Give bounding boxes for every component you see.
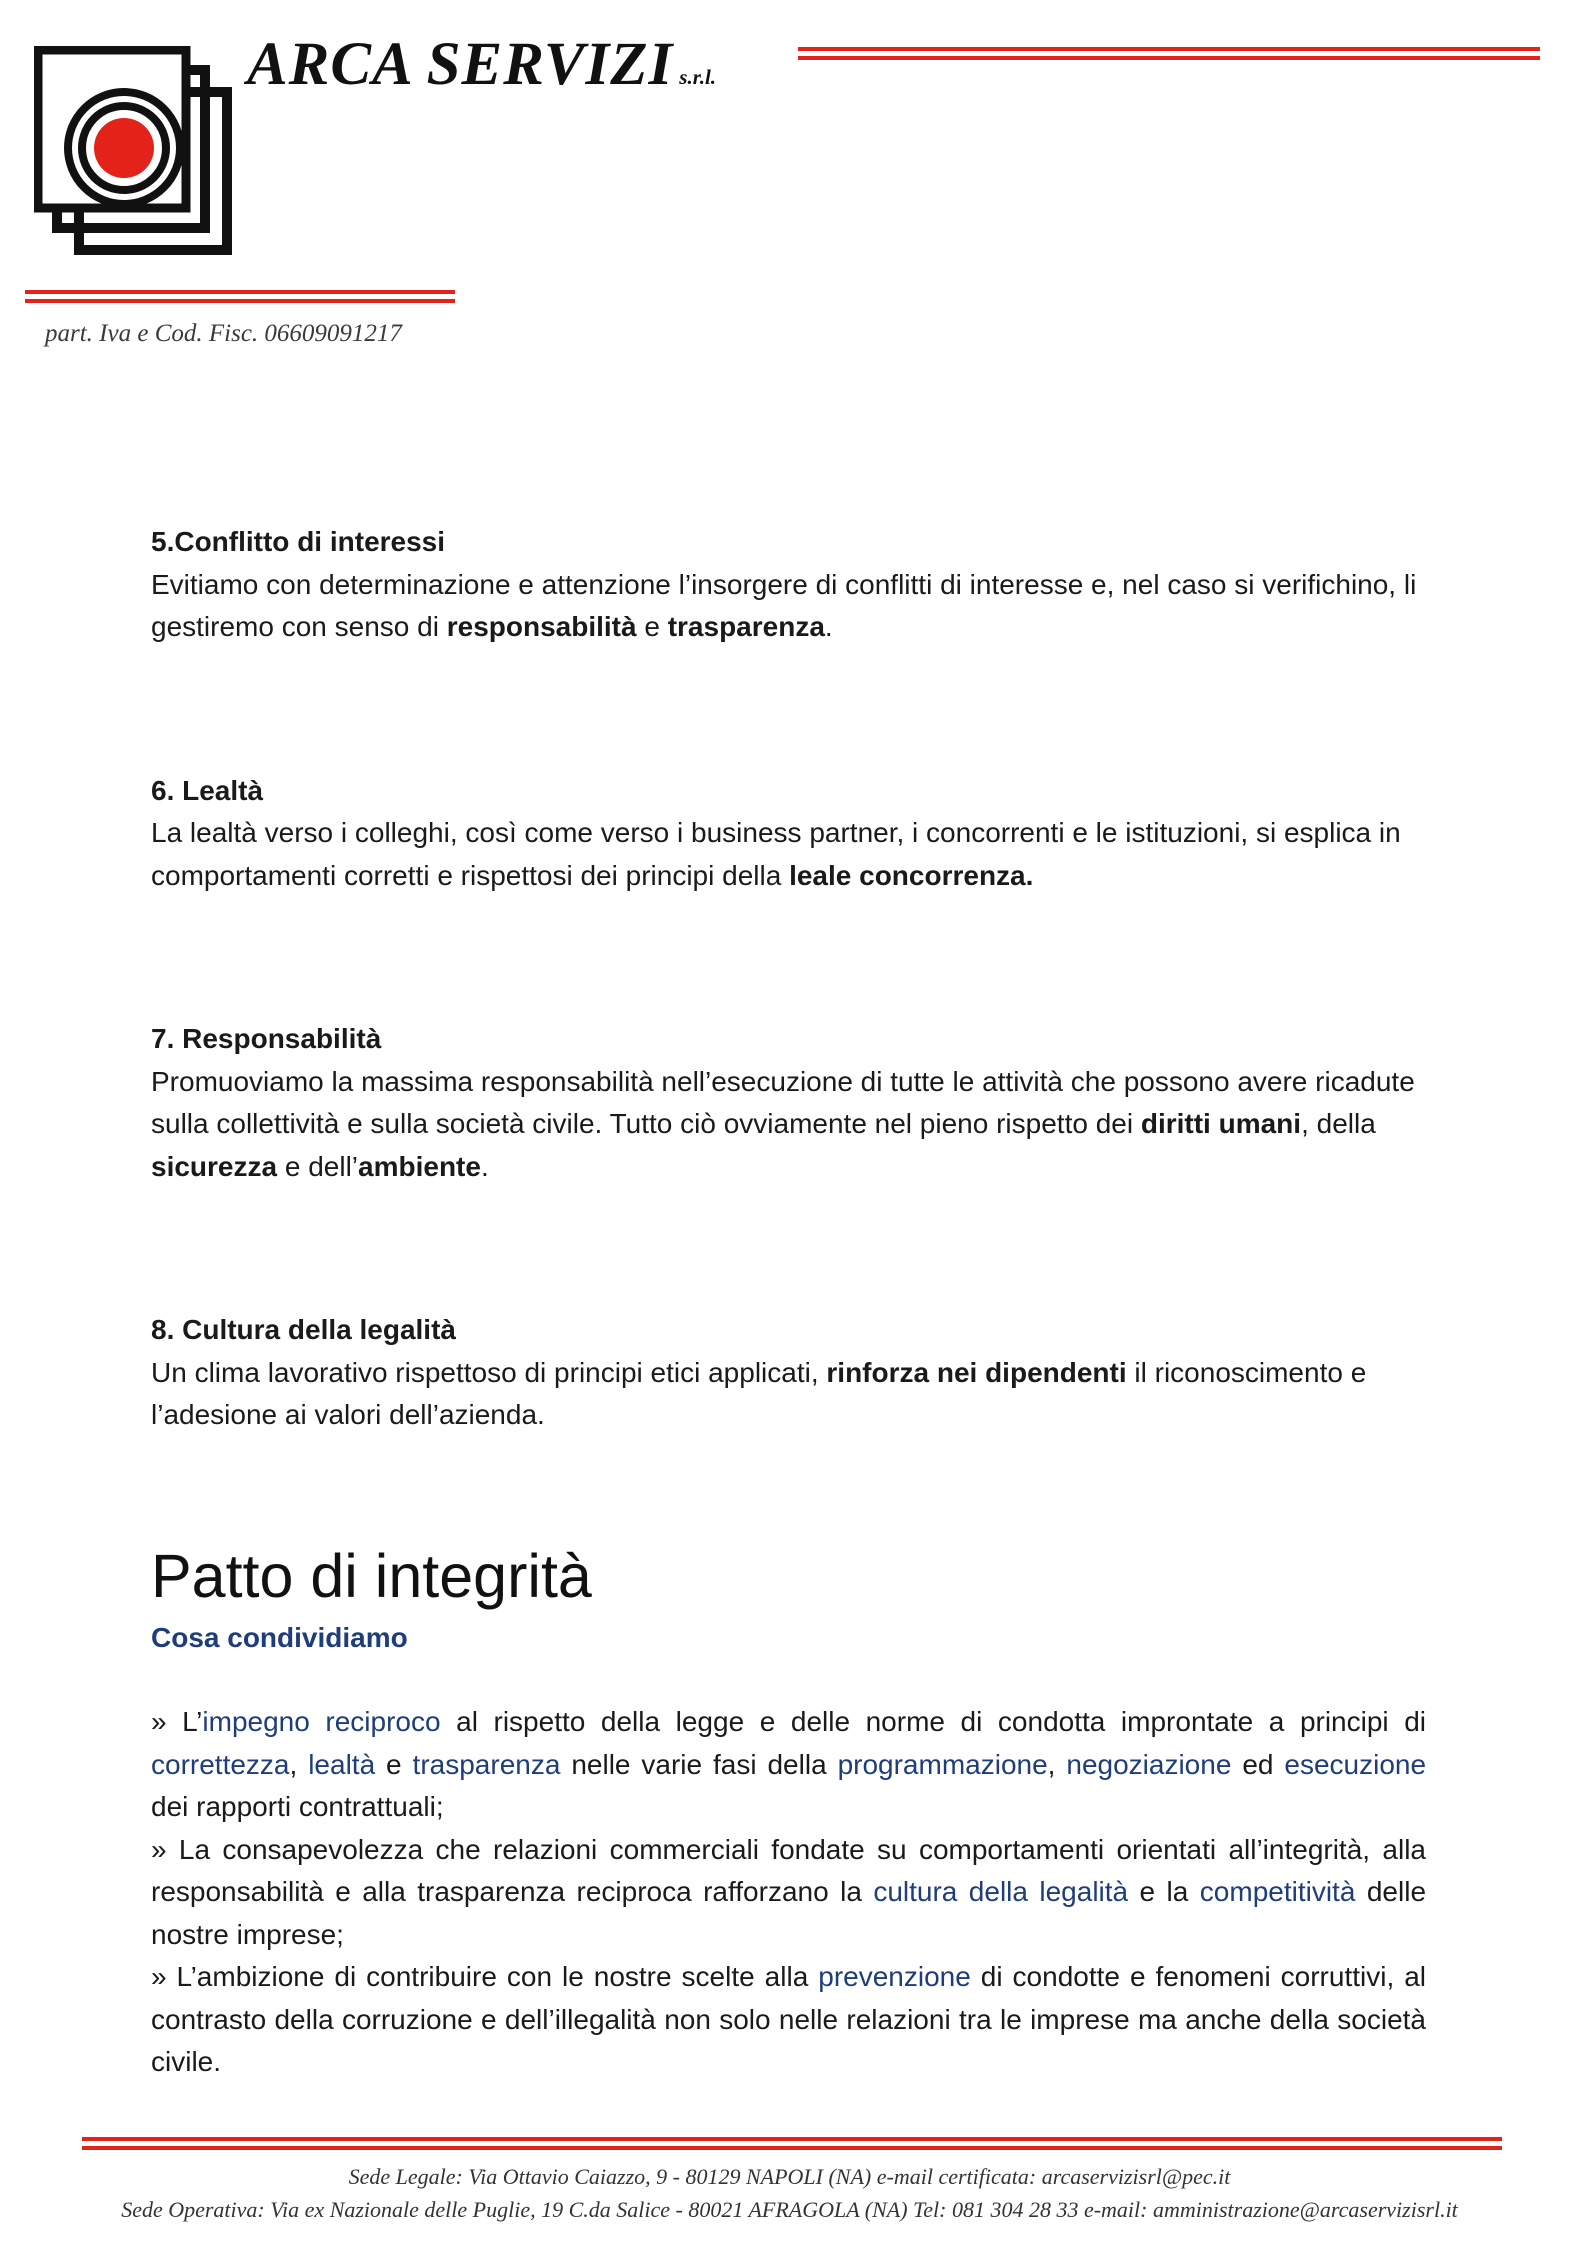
text-run: e [375, 1748, 413, 1780]
header-top-divider [798, 47, 1540, 61]
section-body [151, 1352, 1426, 1437]
text-run: al rispetto della legge e delle norme di condotta improntate a principi di [440, 1706, 1427, 1737]
section-title: 5.Conflitto di interessi [151, 526, 446, 557]
bold-term: responsabilità [446, 611, 637, 642]
value-section [151, 1018, 1426, 1188]
patto-bullets [151, 1701, 1426, 2084]
section-body [151, 564, 1426, 649]
document-body [151, 521, 1426, 2084]
header-bottom-divider [25, 290, 455, 304]
text-run: . [480, 1150, 489, 1182]
text-run: Un clima lavorativo rispettoso di principi etici applicati, [151, 1356, 827, 1388]
text-run: di condotte e fenomeni corruttivi, al contrasto della corruzione e dell’illegalità non solo nelle relazioni tra le imprese ma anche della società civile. [151, 1961, 1426, 2077]
vat-number: part. Iva e Cod. Fisc. 06609091217 [45, 320, 402, 347]
company-name: ARCA SERVIZI s.r.l. [247, 31, 717, 98]
text-run: , [289, 1748, 309, 1780]
text-run: Promuoviamo la massima responsabilità nell’esecuzione di tutte le attività che possono avere ricadute sulla collettività e sulla società civile. Tutto ciò ovviamente nel pieno rispetto dei [151, 1065, 1415, 1139]
section-body [151, 1061, 1426, 1189]
text-run: , [1047, 1748, 1067, 1780]
highlighted-term: prevenzione [818, 1961, 971, 1992]
patto-bullet [151, 1829, 1426, 1957]
text-run: ed [1231, 1748, 1285, 1780]
text-run: » La consapevolezza che relazioni commerciali fondate su comportamenti orientati all’integrità, alla responsabilità e alla trasparenza reciproca rafforzano la [151, 1833, 1426, 1907]
value-section [151, 770, 1426, 898]
section-title: 8. Cultura della legalità [151, 1314, 456, 1345]
highlighted-term: trasparenza [412, 1748, 561, 1780]
section-body [151, 812, 1426, 897]
highlighted-term: programmazione [837, 1748, 1048, 1780]
patto-bullet [151, 1701, 1426, 1829]
highlighted-term: cultura della legalità [873, 1876, 1129, 1907]
section-title: 7. Responsabilità [151, 1023, 382, 1054]
value-section [151, 1309, 1426, 1437]
highlighted-term: correttezza [151, 1748, 290, 1780]
section-title: 6. Lealtà [151, 774, 264, 806]
bold-term: trasparenza [667, 611, 825, 642]
footer-divider [82, 2137, 1502, 2151]
text-run: e [636, 611, 668, 642]
text-run: » L’ambizione di contribuire con le nostre scelte alla [151, 1961, 819, 1992]
text-run: nelle varie fasi della [560, 1748, 838, 1780]
bold-term: leale concorrenza. [789, 859, 1034, 891]
text-run: e dell’ [277, 1150, 359, 1182]
highlighted-term: negoziazione [1066, 1748, 1232, 1780]
text-run: dei rapporti contrattuali; [151, 1791, 444, 1822]
bold-term: diritti umani [1140, 1108, 1302, 1139]
footer-legal-address: Sede Legale: Via Ottavio Caiazzo, 9 - 80129 NAPOLI (NA) e-mail certificata: arcaservizisrl@pec.it [348, 2164, 1231, 2189]
text-run: » L’ [151, 1706, 203, 1737]
text-run: , della [1301, 1108, 1376, 1139]
bold-term: ambiente [358, 1150, 481, 1182]
text-run: La lealtà verso i colleghi, così come verso i business partner, i concorrenti e le istituzioni, si esplica in comportamenti corretti e rispettosi dei principi della [151, 817, 1401, 891]
patto-bullet [151, 1956, 1426, 2084]
bold-term: rinforza nei dipendenti [826, 1356, 1127, 1388]
highlighted-term: competitività [1199, 1876, 1356, 1907]
text-run: delle nostre imprese; [151, 1876, 1427, 1950]
footer-operative-address: Sede Operativa: Via ex Nazionale delle Puglie, 19 C.da Salice - 80021 AFRAGOLA (NA) Tel: 081 304 28 33 e-mail: amministrazione@arcaservizisrl.it [121, 2197, 1458, 2222]
values-sections [151, 521, 1426, 1437]
text-run: e la [1128, 1876, 1200, 1907]
patto-subtitle: Cosa condividiamo [151, 1621, 408, 1653]
logo-icon [34, 46, 234, 256]
company-suffix: s.r.l. [679, 65, 717, 89]
highlighted-term: esecuzione [1284, 1748, 1427, 1780]
bold-term: sicurezza [151, 1150, 278, 1182]
patto-title: Patto di integrità [151, 1541, 592, 1610]
highlighted-term: lealtà [308, 1748, 376, 1780]
value-section [151, 521, 1426, 649]
company-logo [34, 46, 234, 256]
text-run: Evitiamo con determinazione e attenzione l’insorgere di conflitti di interesse e, nel caso si verifichino, li gestiremo con senso di [151, 568, 1417, 642]
text-run: il riconoscimento e l’adesione ai valori dell’azienda. [151, 1356, 1367, 1430]
text-run: . [824, 611, 833, 642]
highlighted-term: impegno reciproco [202, 1706, 441, 1737]
